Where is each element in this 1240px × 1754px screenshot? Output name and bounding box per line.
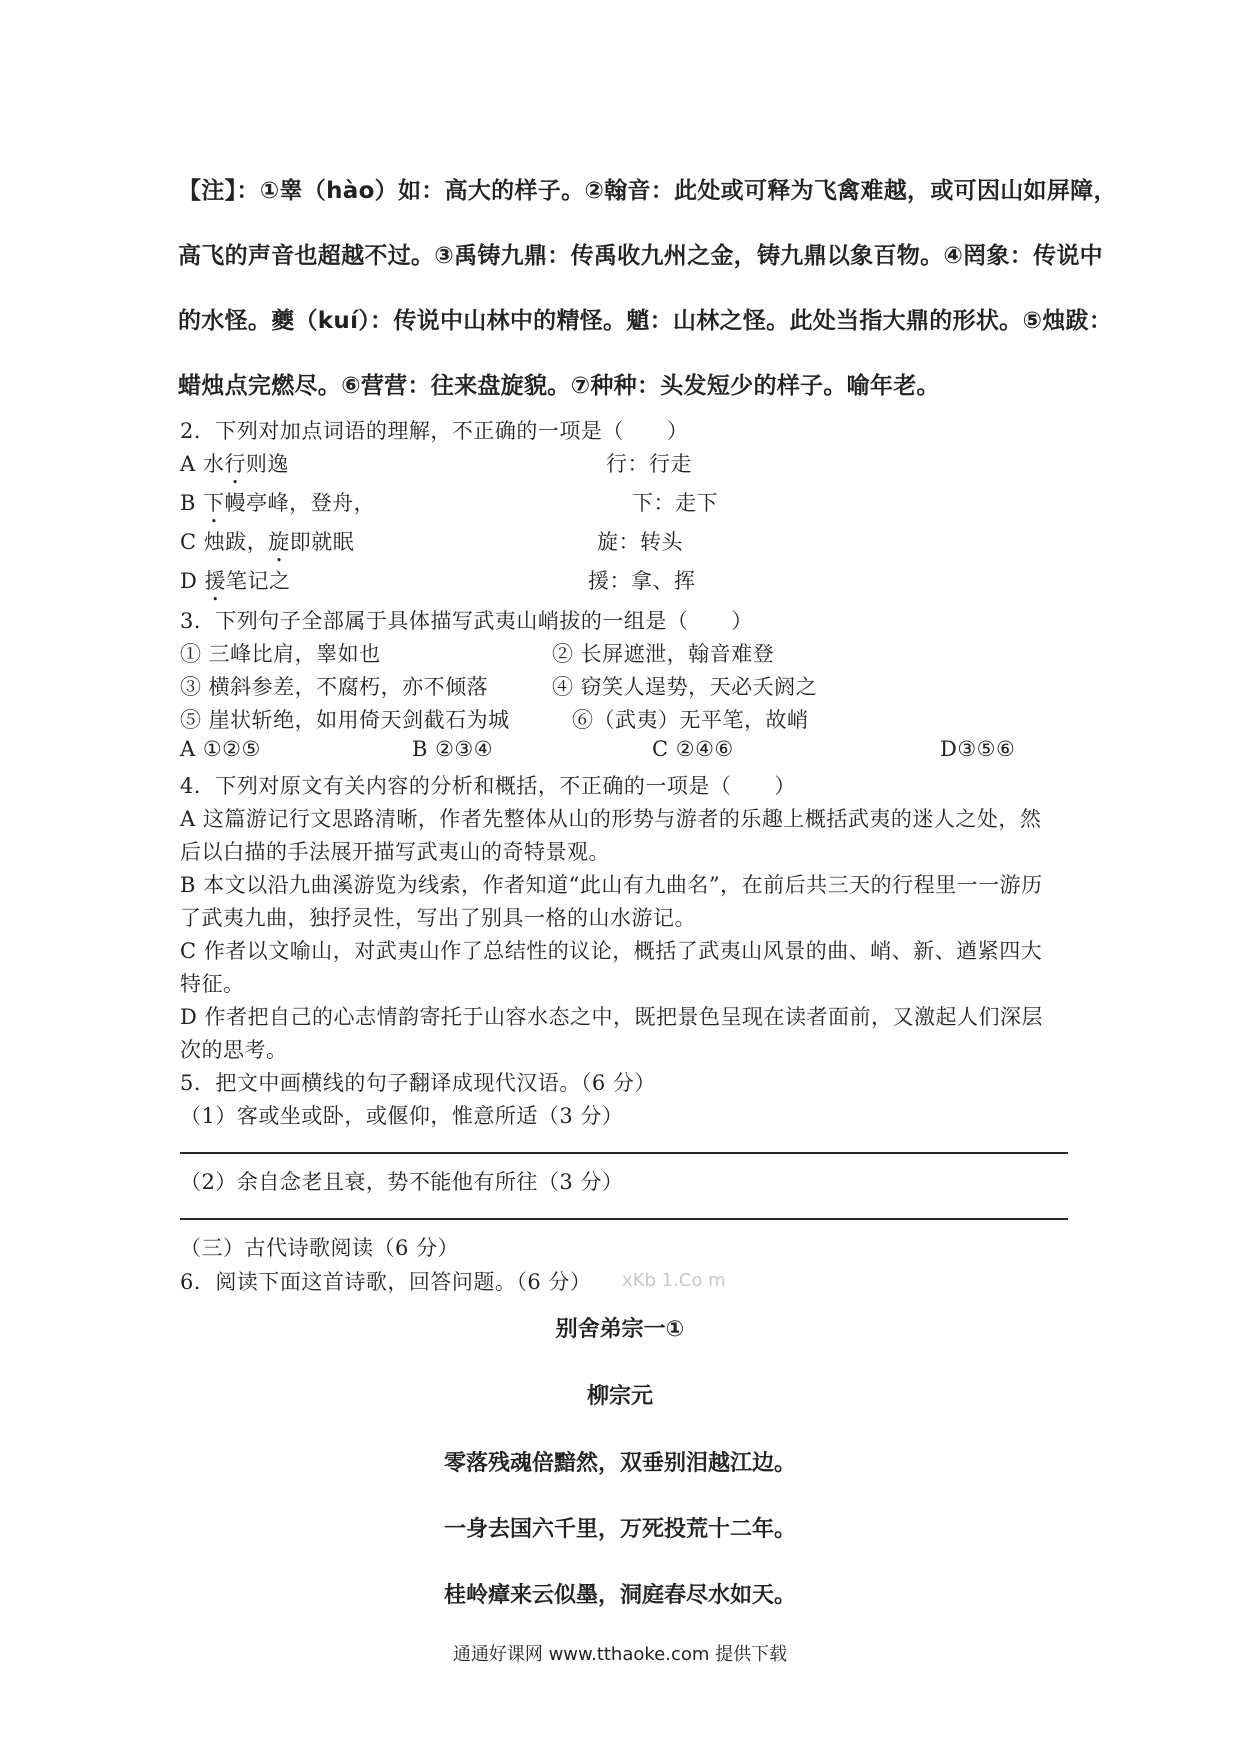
- q3-item: ⑤ 崖状斩绝，如用倚天剑截石为城: [180, 708, 510, 732]
- q3-answer-d: D③⑤⑥: [940, 737, 1016, 761]
- q3-item: ① 三峰比肩，睾如也: [180, 642, 381, 666]
- q4-line: 了武夷九曲，独抒灵性，写出了别具一格的山水游记。: [180, 906, 696, 930]
- q3-stem: 3．下列句子全部属于具体描写武夷山峭拔的一组是（ ）: [180, 609, 753, 633]
- q3-item: ⑥（武夷）无平笔，故峭: [572, 708, 809, 732]
- poem-line: 桂岭瘴来云似墨，洞庭春尽水如天。: [443, 1583, 796, 1608]
- option-post: 则逸: [245, 452, 289, 476]
- q2-stem: 2．下列对加点词语的理解，不正确的一项是（ ）: [180, 419, 689, 443]
- q3-answer-a: A ①②⑤: [180, 737, 261, 761]
- note-line-4: 蜡烛点完燃尽。⑥营营：往来盘旋貌。⑦种种：头发短少的样子。喻年老。: [178, 373, 940, 399]
- dotted-word: 援: [204, 569, 227, 593]
- q6-stem: 6．阅读下面这首诗歌，回答问题。（6 分）: [180, 1270, 592, 1294]
- q4-line: A 这篇游记行文思路清晰，作者先整体从山的形势与游者的乐趣上概括武夷的迷人之处，然: [180, 807, 1042, 831]
- q2-option-b: [180, 487, 375, 528]
- poem-line: 一身去国六千里，万死投荒十二年。: [443, 1517, 796, 1542]
- q4-stem: 4．下列对原文有关内容的分析和概括，不正确的一项是（ ）: [180, 774, 796, 798]
- q2-option-c: [180, 526, 354, 567]
- q5-sub-2: （2）余自念老且衰，势不能他有所往（3 分）: [180, 1170, 624, 1194]
- q2-option-a: [180, 448, 289, 489]
- poem-line: 零落残魂倍黯然，双垂别泪越江边。: [443, 1451, 796, 1476]
- note-line-1: 【注】：①睾（hào）如：高大的样子。②翰音：此处或可释为飞禽难越，或可因山如屏障，: [178, 178, 1117, 204]
- q4-line: 后以白描的手法展开描写武夷山的奇特景观。: [180, 840, 610, 864]
- q2-option-d: [180, 565, 291, 606]
- dotted-word: 行: [224, 452, 246, 476]
- option-pre: B: [180, 491, 204, 515]
- answer-line: [180, 1152, 1068, 1154]
- dotted-word: 旋: [268, 530, 290, 554]
- q2-gloss-c: 旋：转头: [597, 530, 683, 554]
- page-footer: 通通好课网 www.tthaoke.com 提供下载: [452, 1644, 788, 1665]
- q3-item: ④ 窃笑人逞势，天必夭阏之: [552, 675, 818, 699]
- q4-line: 次的思考。: [180, 1038, 288, 1062]
- section-heading: （三）古代诗歌阅读（6 分）: [180, 1236, 460, 1260]
- q3-answer-c: C ②④⑥: [652, 737, 734, 761]
- q2-gloss-a: 行：行走: [606, 452, 692, 476]
- q4-line: C 作者以文喻山，对武夷山作了总结性的议论，概括了武夷山风景的曲、峭、新、遒紧四大: [180, 939, 1043, 963]
- option-post: 即就眠: [289, 530, 355, 554]
- q2-gloss-b: 下：走下: [632, 491, 718, 515]
- poem-title: 别舍弟宗一①: [555, 1317, 685, 1342]
- q4-line: D 作者把自己的心志情韵寄托于山容水态之中，既把景色呈现在读者面前，又激起人们深层: [180, 1005, 1044, 1029]
- option-post: 幔亭峰，登舟，: [224, 491, 376, 515]
- q5-sub-1: （1）客或坐或卧，或偃仰，惟意所适（3 分）: [180, 1104, 624, 1128]
- option-pre: A 水: [180, 452, 225, 476]
- q4-line: B 本文以沿九曲溪游览为线索，作者知道“此山有九曲名”，在前后共三天的行程里一一游历: [180, 873, 1043, 897]
- watermark: xKb 1.Co m: [622, 1270, 726, 1291]
- answer-line: [180, 1218, 1068, 1220]
- note-line-2: 高飞的声音也超越不过。③禹铸九鼎：传禹收九州之金，铸九鼎以象百物。④罔象：传说中: [178, 243, 1103, 269]
- q5-stem: 5．把文中画横线的句子翻译成现代汉语。（6 分）: [180, 1071, 656, 1095]
- poem-author: 柳宗元: [586, 1384, 653, 1409]
- option-post: 笔记之: [226, 569, 291, 593]
- dotted-word: 下: [203, 491, 225, 515]
- note-line-3: 的水怪。夔（kuí）：传说中山林中的精怪。魈：山林之怪。此处当指大鼎的形状。⑤烛跋：: [178, 308, 1113, 334]
- q3-item: ② 长屏遮泄，翰音难登: [552, 642, 775, 666]
- option-pre: D: [180, 569, 205, 593]
- q2-gloss-d: 援：拿、挥: [588, 569, 696, 593]
- q3-item: ③ 横斜参差，不腐朽，亦不倾落: [180, 675, 489, 699]
- q3-answer-b: B ②③④: [412, 737, 494, 761]
- q4-line: 特征。: [180, 972, 245, 996]
- option-pre: C 烛跋，: [180, 530, 269, 554]
